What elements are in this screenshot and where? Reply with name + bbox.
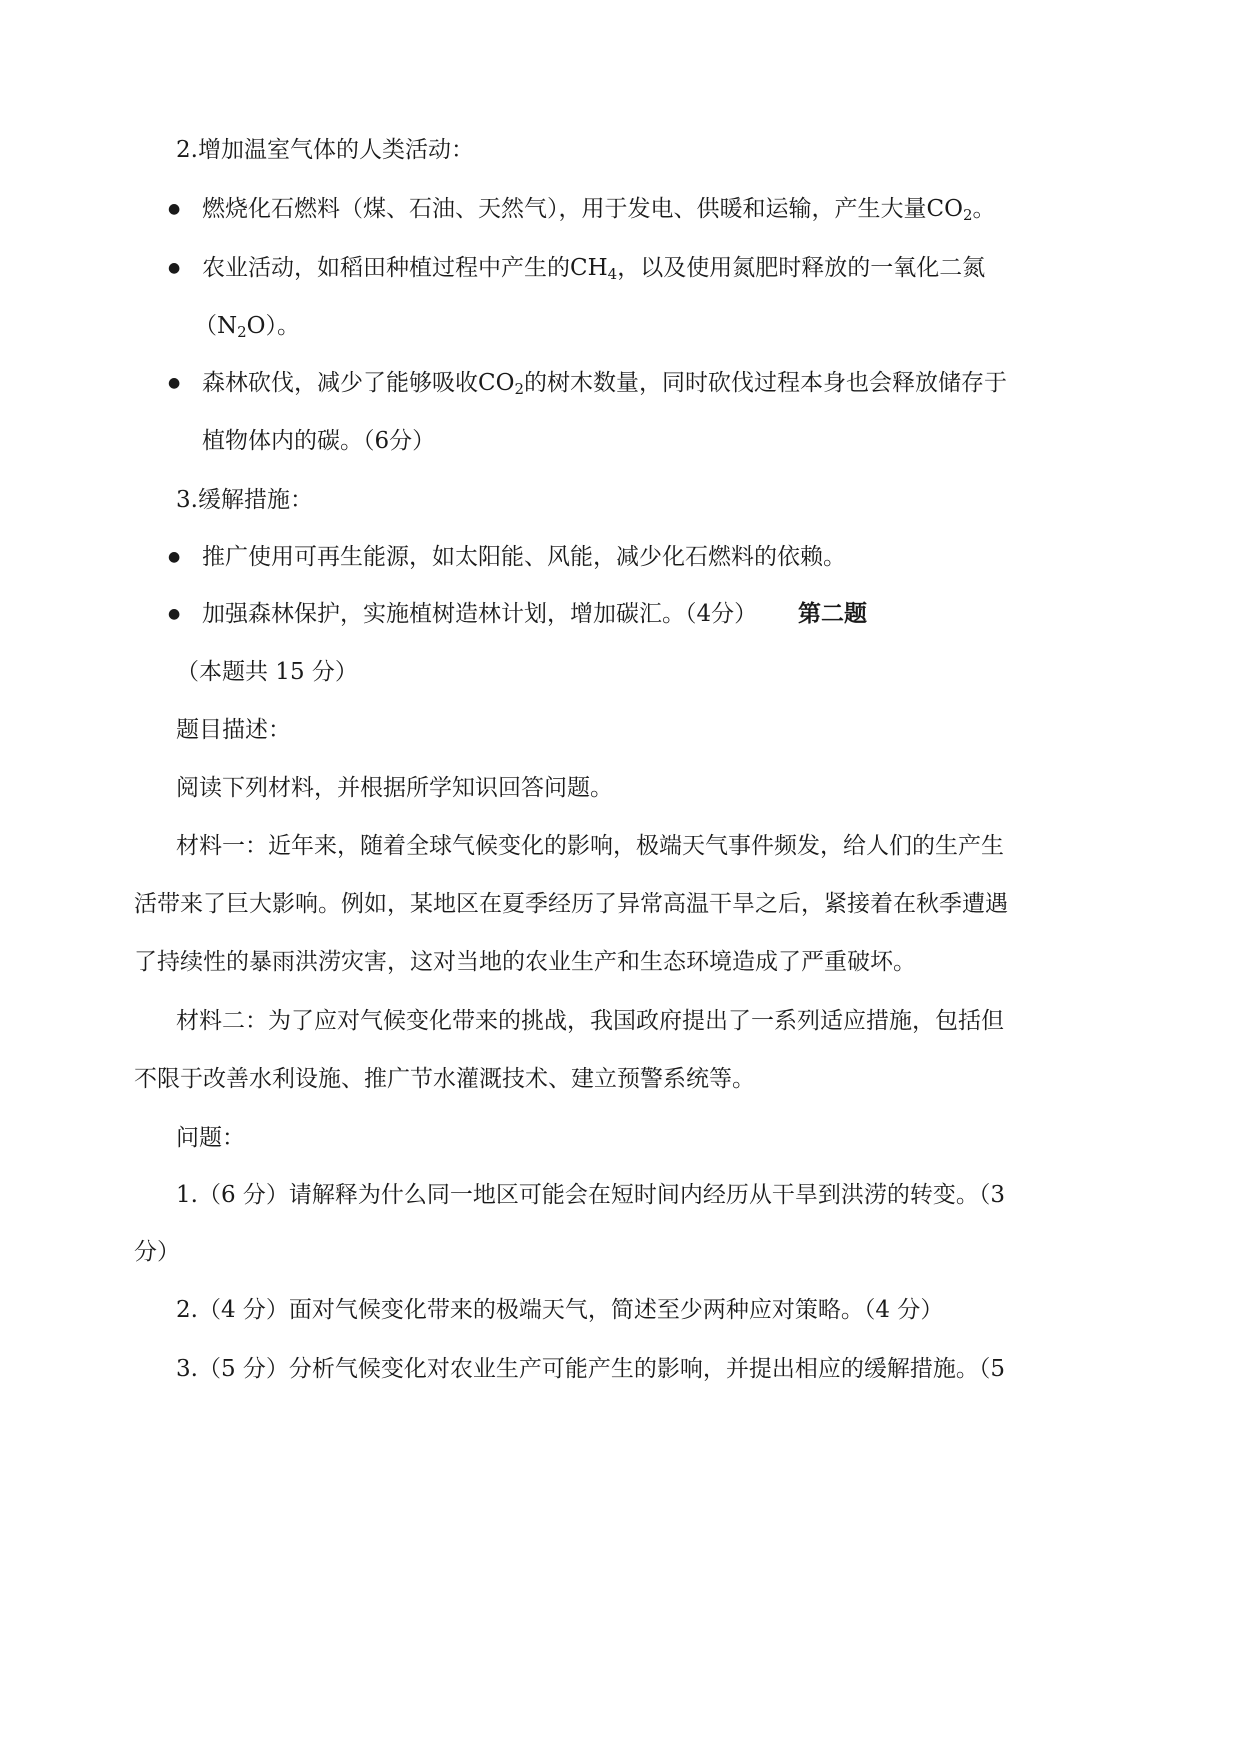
- chem-subscript: 2: [237, 323, 247, 341]
- list-item: [202, 252, 985, 284]
- sub-question-continuation: 分）: [134, 1239, 180, 1265]
- material-one-line: 了持续性的暴雨洪涝灾害，这对当地的农业生产和生态环境造成了严重破坏。: [134, 949, 916, 975]
- bullet-icon: ●: [168, 260, 181, 276]
- chem-co2: CO: [478, 370, 515, 396]
- bullet-icon: ●: [168, 201, 181, 217]
- sub-question: 2.（4 分）面对气候变化带来的极端天气，简述至少两种应对策略。（4 分）: [176, 1297, 944, 1323]
- chem-co2: CO: [926, 196, 963, 222]
- list-item-text: 森林砍伐，减少了能够吸收: [202, 370, 478, 396]
- intro-text: 阅读下列材料，并根据所学知识回答问题。: [176, 775, 613, 801]
- list-item-text: 。: [972, 196, 996, 222]
- list-item-text: 农业活动，如稻田种植过程中产生的: [202, 255, 570, 281]
- bullet-icon: ●: [168, 606, 181, 622]
- list-item-text: （N: [194, 313, 238, 339]
- list-item: 加强森林保护，实施植树造林计划，增加碳汇。（4分）: [202, 601, 758, 627]
- chem-subscript: 4: [607, 265, 618, 283]
- bullet-icon: ●: [168, 549, 181, 565]
- sub-question: 3.（5 分）分析气候变化对农业生产可能产生的影响，并提出相应的缓解措施。（5: [176, 1356, 1006, 1382]
- chem-subscript: 2: [514, 380, 525, 398]
- list-item-text: 的树木数量，同时砍伐过程本身也会释放储存于: [524, 370, 1008, 396]
- chem-ch4: CH: [570, 255, 608, 281]
- question-title: 第二题: [798, 601, 867, 627]
- material-two-line: 材料二：为了应对气候变化带来的挑战，我国政府提出了一系列适应措施，包括但: [176, 1008, 1004, 1034]
- bullet-icon: ●: [168, 375, 181, 391]
- material-one-line: 活带来了巨大影响。例如，某地区在夏季经历了异常高温干旱之后，紧接着在秋季遭遇: [134, 891, 1008, 917]
- questions-label: 问题：: [176, 1125, 245, 1151]
- list-item-text: 燃烧化石燃料（煤、石油、天然气），用于发电、供暖和运输，产生大量: [202, 196, 927, 222]
- list-item-continuation: [194, 310, 300, 342]
- list-item: 推广使用可再生能源，如太阳能、风能，减少化石燃料的依赖。: [202, 544, 846, 570]
- description-label: 题目描述：: [176, 717, 291, 743]
- section3-heading: 3.缓解措施：: [176, 487, 313, 513]
- list-item: [202, 193, 996, 225]
- sub-question: 1.（6 分）请解释为什么同一地区可能会在短时间内经历从干旱到洪涝的转变。（3: [176, 1182, 1006, 1208]
- list-item-text: O）。: [246, 313, 301, 339]
- list-item-text: ，以及使用氮肥时释放的一氧化二氮: [617, 255, 986, 281]
- list-item: [202, 367, 1007, 399]
- section2-heading: 2.增加温室气体的人类活动：: [176, 137, 474, 163]
- chem-subscript: 2: [962, 206, 973, 224]
- list-item-continuation: 植物体内的碳。（6分）: [202, 428, 436, 454]
- material-two-line: 不限于改善水利设施、推广节水灌溉技术、建立预警系统等。: [134, 1066, 755, 1092]
- material-one-line: 材料一：近年来，随着全球气候变化的影响，极端天气事件频发，给人们的生产生: [176, 833, 1004, 859]
- question-points: （本题共 15 分）: [176, 659, 358, 685]
